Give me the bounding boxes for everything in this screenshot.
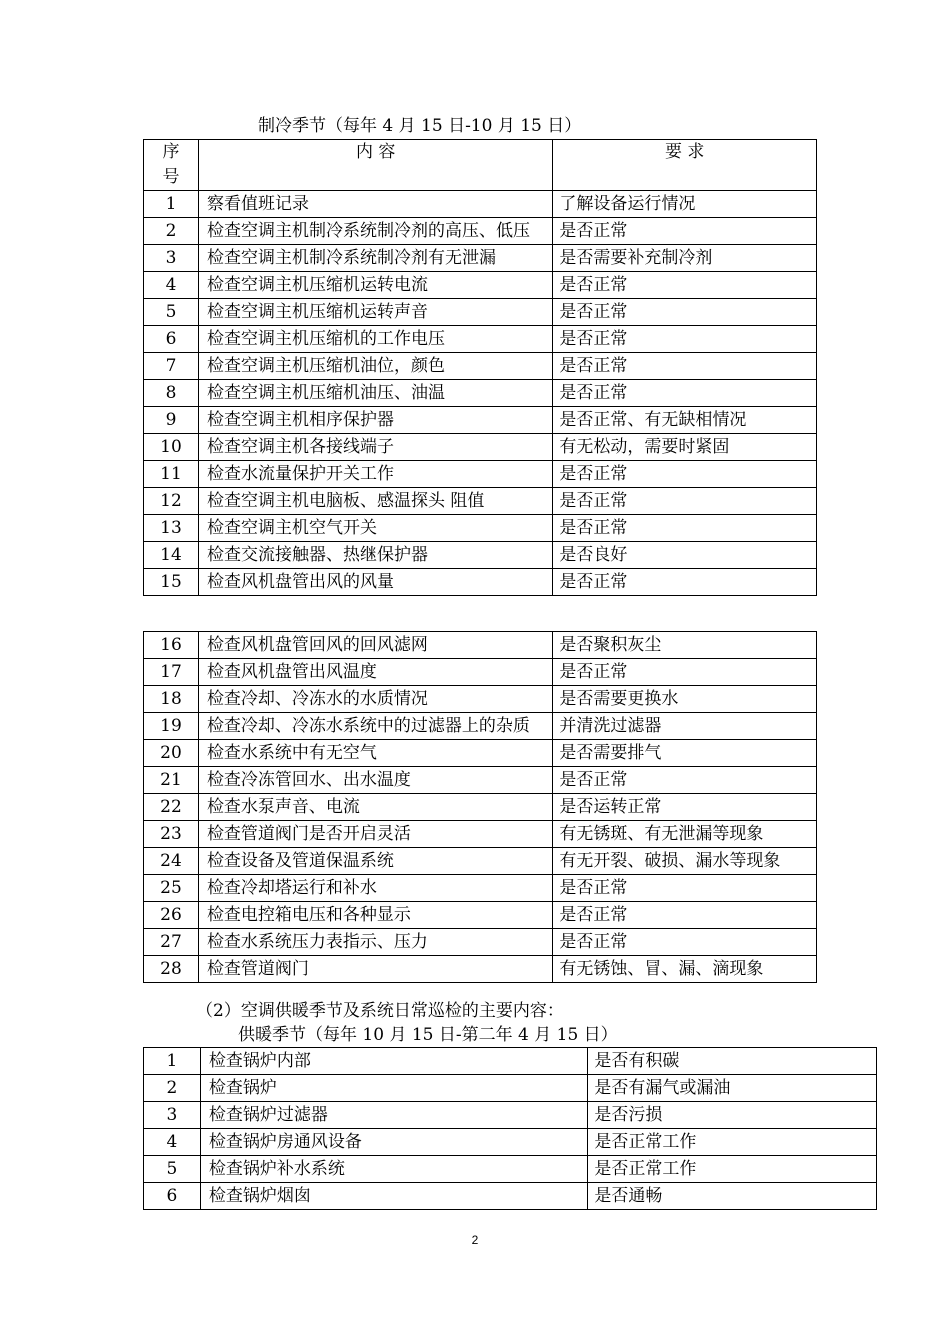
row-number: 13 <box>144 515 199 542</box>
table-row <box>144 326 817 353</box>
row-number: 15 <box>144 569 199 596</box>
row-content: 检查水系统压力表指示、压力 <box>198 929 552 956</box>
row-content: 检查空调主机空气开关 <box>198 515 552 542</box>
row-number: 12 <box>144 488 199 515</box>
row-content: 检查空调主机压缩机油位，颜色 <box>198 353 552 380</box>
row-content: 检查锅炉烟囱 <box>200 1183 587 1210</box>
table-row <box>144 407 817 434</box>
row-number: 10 <box>144 434 199 461</box>
row-number: 20 <box>144 740 199 767</box>
row-content: 检查冷却、冷冻水的水质情况 <box>198 686 552 713</box>
table-row <box>144 1102 877 1129</box>
row-requirement: 是否正常 <box>553 272 817 299</box>
row-requirement: 是否正常 <box>553 767 817 794</box>
table-row <box>144 1075 877 1102</box>
table-row <box>144 218 817 245</box>
row-requirement: 是否正常 <box>553 299 817 326</box>
row-requirement: 是否正常 <box>553 218 817 245</box>
row-requirement: 是否正常 <box>553 488 817 515</box>
row-requirement: 是否运转正常 <box>553 794 817 821</box>
row-requirement: 有无松动，需要时紧固 <box>553 434 817 461</box>
row-content: 检查空调主机电脑板、感温探头 阻值 <box>198 488 552 515</box>
cooling-inspection-table <box>143 139 817 596</box>
table-row <box>144 299 817 326</box>
row-requirement: 是否良好 <box>553 542 817 569</box>
row-requirement: 了解设备运行情况 <box>553 191 817 218</box>
table-row <box>144 353 817 380</box>
row-requirement: 有无锈蚀、冒、漏、滴现象 <box>553 956 817 983</box>
table-row <box>144 434 817 461</box>
table-row <box>144 821 817 848</box>
row-content: 检查冷冻管回水、出水温度 <box>198 767 552 794</box>
table-row <box>144 272 817 299</box>
section-2-heading: （2）空调供暖季节及系统日常巡检的主要内容： <box>196 1001 564 1021</box>
row-requirement: 是否正常 <box>553 326 817 353</box>
row-number: 19 <box>144 713 199 740</box>
row-number: 25 <box>144 875 199 902</box>
table-row <box>144 713 817 740</box>
row-number: 4 <box>144 1129 201 1156</box>
row-content: 检查管道阀门 <box>198 956 552 983</box>
row-content: 检查电控箱电压和各种显示 <box>198 902 552 929</box>
table-row <box>144 488 817 515</box>
row-requirement: 是否有积碳 <box>588 1048 877 1075</box>
row-number: 4 <box>144 272 199 299</box>
row-number: 24 <box>144 848 199 875</box>
row-number: 6 <box>144 326 199 353</box>
row-number: 11 <box>144 461 199 488</box>
row-requirement: 是否正常 <box>553 929 817 956</box>
table-row <box>144 875 817 902</box>
heating-season-title: 供暖季节（每年 10 月 15 日-第二年 4 月 15 日） <box>238 1025 618 1045</box>
row-requirement: 是否正常 <box>553 515 817 542</box>
table-row <box>144 1048 877 1075</box>
table-row <box>144 191 817 218</box>
row-requirement: 有无锈斑、有无泄漏等现象 <box>553 821 817 848</box>
row-content: 检查设备及管道保温系统 <box>198 848 552 875</box>
row-content: 检查空调主机各接线端子 <box>198 434 552 461</box>
table-row <box>144 461 817 488</box>
table-row <box>144 740 817 767</box>
table-row <box>144 542 817 569</box>
table-row <box>144 515 817 542</box>
row-content: 检查冷却塔运行和补水 <box>198 875 552 902</box>
table-row <box>144 929 817 956</box>
row-requirement: 有无开裂、破损、漏水等现象 <box>553 848 817 875</box>
row-requirement: 是否正常 <box>553 659 817 686</box>
table-row <box>144 848 817 875</box>
table-row <box>144 1156 877 1183</box>
row-number: 22 <box>144 794 199 821</box>
row-requirement: 是否需要更换水 <box>553 686 817 713</box>
table-row <box>144 686 817 713</box>
row-content: 检查水流量保护开关工作 <box>198 461 552 488</box>
cooling-inspection-table-continued <box>143 631 817 983</box>
header-seq: 序号 <box>144 140 199 191</box>
row-content: 检查冷却、冷冻水系统中的过滤器上的杂质 <box>198 713 552 740</box>
table-row <box>144 902 817 929</box>
row-number: 9 <box>144 407 199 434</box>
row-content: 检查风机盘管回风的回风滤网 <box>198 632 552 659</box>
table-row <box>144 794 817 821</box>
row-requirement: 是否需要排气 <box>553 740 817 767</box>
row-number: 7 <box>144 353 199 380</box>
table-row <box>144 1129 877 1156</box>
row-number: 6 <box>144 1183 201 1210</box>
row-content: 检查水系统中有无空气 <box>198 740 552 767</box>
row-requirement: 是否污损 <box>588 1102 877 1129</box>
header-requirement: 要 求 <box>553 140 817 191</box>
header-content: 内 容 <box>198 140 552 191</box>
row-requirement: 是否有漏气或漏油 <box>588 1075 877 1102</box>
row-content: 检查锅炉房通风设备 <box>200 1129 587 1156</box>
row-number: 2 <box>144 1075 201 1102</box>
row-requirement: 是否正常 <box>553 902 817 929</box>
row-number: 28 <box>144 956 199 983</box>
row-content: 检查交流接触器、热继保护器 <box>198 542 552 569</box>
table-row <box>144 767 817 794</box>
row-content: 检查锅炉 <box>200 1075 587 1102</box>
row-number: 18 <box>144 686 199 713</box>
row-requirement: 是否正常 <box>553 380 817 407</box>
table-row <box>144 245 817 272</box>
row-content: 检查锅炉内部 <box>200 1048 587 1075</box>
table-row <box>144 380 817 407</box>
row-requirement: 是否正常 <box>553 461 817 488</box>
row-number: 5 <box>144 299 199 326</box>
row-requirement: 是否正常、有无缺相情况 <box>553 407 817 434</box>
table-row <box>144 659 817 686</box>
row-content: 检查空调主机压缩机运转声音 <box>198 299 552 326</box>
heating-inspection-table <box>143 1047 877 1210</box>
row-requirement: 是否正常工作 <box>588 1129 877 1156</box>
row-number: 17 <box>144 659 199 686</box>
table-row <box>144 569 817 596</box>
table-row <box>144 632 817 659</box>
row-number: 3 <box>144 245 199 272</box>
row-number: 14 <box>144 542 199 569</box>
row-content: 检查空调主机相序保护器 <box>198 407 552 434</box>
row-number: 27 <box>144 929 199 956</box>
row-requirement: 是否正常工作 <box>588 1156 877 1183</box>
row-requirement: 并清洗过滤器 <box>553 713 817 740</box>
table-row <box>144 1183 877 1210</box>
table-row <box>144 956 817 983</box>
row-content: 检查空调主机压缩机的工作电压 <box>198 326 552 353</box>
row-content: 检查空调主机制冷系统制冷剂的高压、低压 <box>198 218 552 245</box>
row-requirement: 是否通畅 <box>588 1183 877 1210</box>
row-content: 检查风机盘管出风温度 <box>198 659 552 686</box>
row-requirement: 是否聚积灰尘 <box>553 632 817 659</box>
row-content: 检查锅炉补水系统 <box>200 1156 587 1183</box>
row-content: 检查水泵声音、电流 <box>198 794 552 821</box>
row-content: 察看值班记录 <box>198 191 552 218</box>
row-content: 检查空调主机压缩机油压、油温 <box>198 380 552 407</box>
row-number: 3 <box>144 1102 201 1129</box>
row-number: 16 <box>144 632 199 659</box>
page-number: 2 <box>471 1233 479 1247</box>
row-content: 检查锅炉过滤器 <box>200 1102 587 1129</box>
row-requirement: 是否正常 <box>553 569 817 596</box>
row-number: 23 <box>144 821 199 848</box>
row-number: 1 <box>144 1048 201 1075</box>
row-requirement: 是否需要补充制冷剂 <box>553 245 817 272</box>
row-content: 检查空调主机制冷系统制冷剂有无泄漏 <box>198 245 552 272</box>
row-content: 检查管道阀门是否开启灵活 <box>198 821 552 848</box>
row-content: 检查风机盘管出风的风量 <box>198 569 552 596</box>
row-number: 26 <box>144 902 199 929</box>
table-header-row <box>144 140 817 191</box>
row-content: 检查空调主机压缩机运转电流 <box>198 272 552 299</box>
row-requirement: 是否正常 <box>553 875 817 902</box>
row-number: 5 <box>144 1156 201 1183</box>
row-number: 8 <box>144 380 199 407</box>
row-number: 1 <box>144 191 199 218</box>
row-requirement: 是否正常 <box>553 353 817 380</box>
row-number: 2 <box>144 218 199 245</box>
row-number: 21 <box>144 767 199 794</box>
cooling-season-title: 制冷季节（每年 4 月 15 日-10 月 15 日） <box>258 116 582 136</box>
